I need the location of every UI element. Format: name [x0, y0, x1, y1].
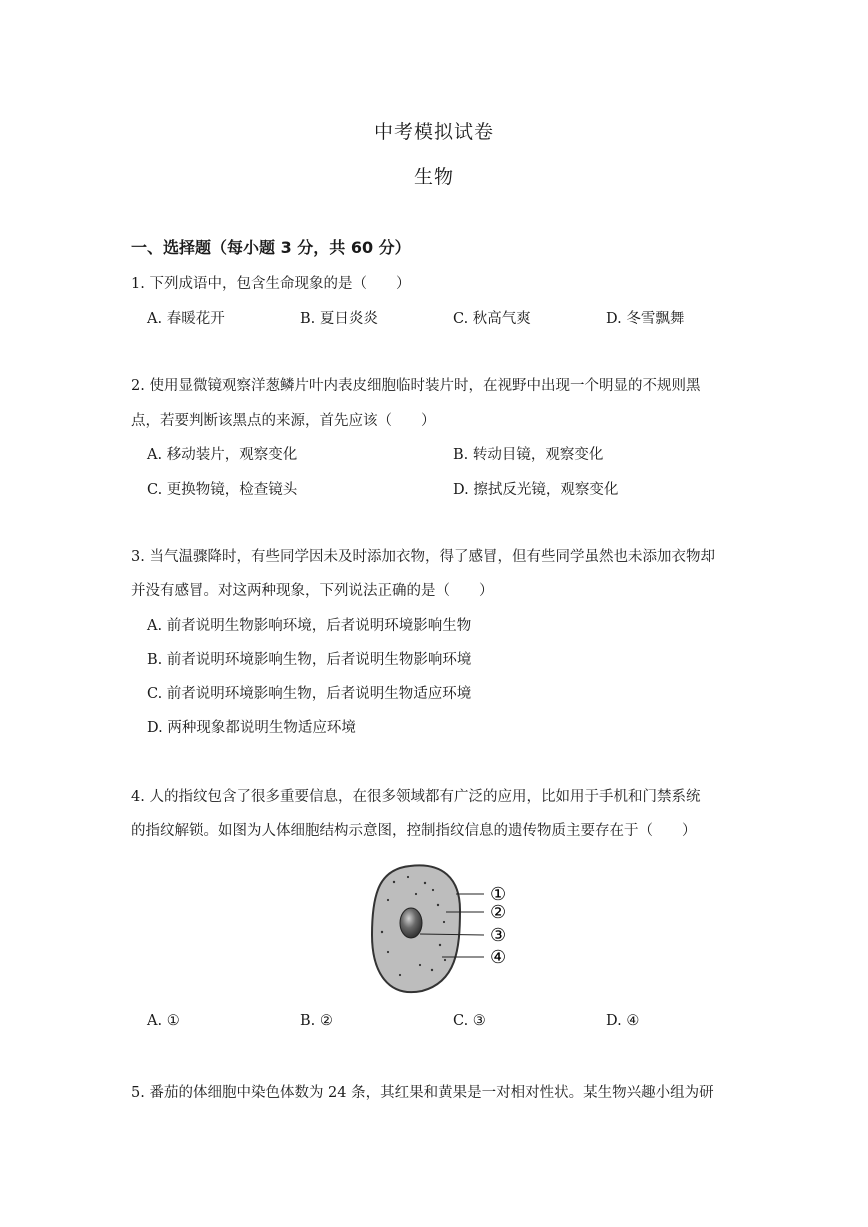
- question-stem-line: 并没有感冒。对这两种现象，下列说法正确的是（ ）: [131, 583, 494, 599]
- option-a: A. 春暖花开: [147, 311, 225, 327]
- question-stem-line: 5. 番茄的体细胞中染色体数为 24 条，其红果和黄果是一对相对性状。某生物兴趣小组为研: [131, 1085, 714, 1101]
- section-heading: 一、选择题（每小题 3 分，共 60 分）: [131, 238, 411, 257]
- option-d: D. ④: [606, 1013, 640, 1029]
- cell-diagram: [360, 860, 530, 1000]
- question-stem-line: 2. 使用显微镜观察洋葱鳞片叶内表皮细胞临时装片时，在视野中出现一个明显的不规则黑: [131, 378, 701, 394]
- option-d: D. 两种现象都说明生物适应环境: [147, 720, 356, 736]
- option-d: D. 冬雪飘舞: [606, 311, 685, 327]
- diagram-label-2: ②: [490, 902, 507, 923]
- question-stem-line: 1. 下列成语中，包含生命现象的是（ ）: [131, 276, 411, 292]
- question-stem-line: 点，若要判断该黑点的来源，首先应该（ ）: [131, 413, 436, 429]
- exam-title: 中考模拟试卷: [373, 121, 494, 143]
- subject-title: 生物: [413, 166, 454, 188]
- question-stem-line: 的指纹解锁。如图为人体细胞结构示意图，控制指纹信息的遗传物质主要存在于（ ）: [131, 823, 697, 839]
- question-stem-line: 4. 人的指纹包含了很多重要信息，在很多领域都有广泛的应用，比如用于手机和门禁系统: [131, 789, 701, 805]
- diagram-label-4: ④: [490, 947, 507, 968]
- option-a: A. 前者说明生物影响环境，后者说明环境影响生物: [147, 618, 472, 634]
- option-a: A. ①: [147, 1013, 180, 1029]
- option-d: D. 擦拭反光镜，观察变化: [453, 482, 619, 498]
- option-c: C. 前者说明环境影响生物，后者说明生物适应环境: [147, 686, 472, 702]
- option-b: B. ②: [300, 1013, 333, 1029]
- option-c: C. ③: [453, 1013, 486, 1029]
- option-b: B. 前者说明环境影响生物，后者说明生物影响环境: [147, 652, 472, 668]
- option-c: C. 更换物镜，检查镜头: [147, 482, 298, 498]
- option-b: B. 转动目镜，观察变化: [453, 447, 604, 463]
- question-stem-line: 3. 当气温骤降时，有些同学因未及时添加衣物，得了感冒，但有些同学虽然也未添加衣物却: [131, 549, 715, 565]
- option-a: A. 移动装片，观察变化: [147, 447, 298, 463]
- cell-nucleus: [400, 908, 422, 938]
- option-c: C. 秋高气爽: [453, 311, 531, 327]
- diagram-label-3: ③: [490, 925, 507, 946]
- option-b: B. 夏日炎炎: [300, 311, 378, 327]
- diagram-label-1: ①: [490, 884, 507, 905]
